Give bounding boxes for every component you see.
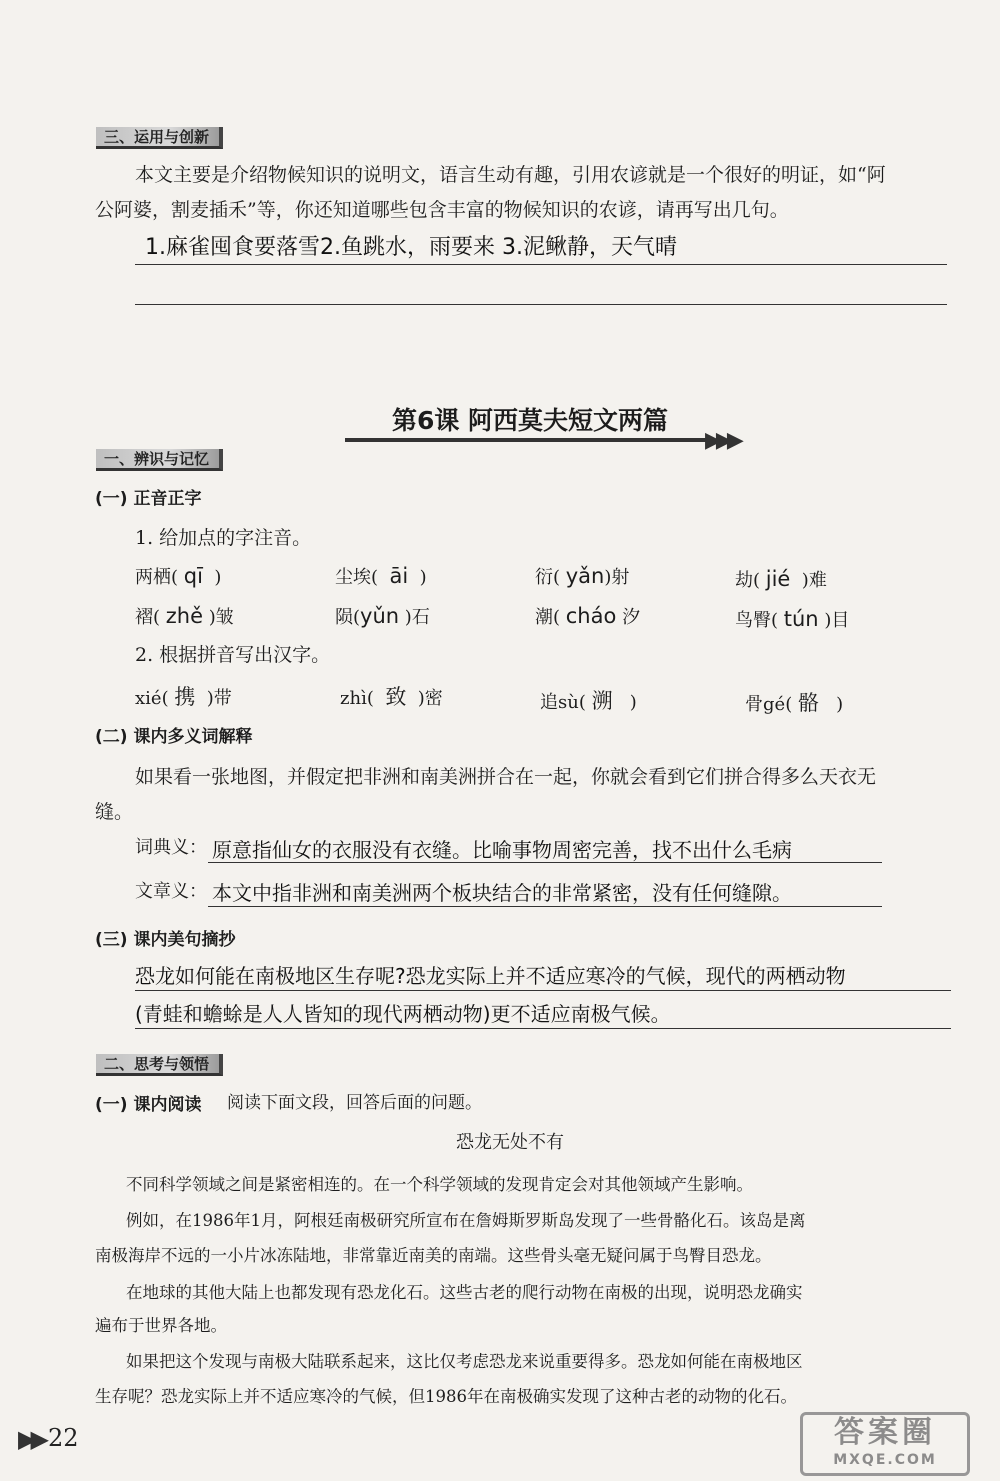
char-item-3: 追sù( 溯 ) — [540, 689, 637, 713]
subsection-polysemy: (二) 课内多义词解释 — [95, 727, 253, 747]
title-arrows-icon: ▶▶▶ — [705, 428, 738, 453]
question-1-instruction: 1. 给加点的字注音。 — [135, 527, 312, 549]
section-tag-identify-memory: 一、辨识与记忆 — [96, 449, 223, 471]
question-2-instruction: 2. 根据拼音写出汉字。 — [135, 644, 331, 666]
pinyin-item-3: 衍( yǎn)射 — [535, 564, 630, 588]
subsection-pronunciation: (一) 正音正字 — [95, 489, 202, 509]
polysemy-paragraph-line1: 如果看一张地图，并假定把非洲和南美洲拼合在一起，你就会看到它们拼合得多么天衣无 — [135, 766, 877, 788]
section3-paragraph-line1: 本文主要是介绍物候知识的说明文，语言生动有趣，引用农谚就是一个很好的明证，如“阿 — [135, 164, 886, 186]
section3-handwritten-answer: 1.麻雀囤食要落雪2.鱼跳水，雨要来 3.泥鳅静，天气晴 — [145, 235, 677, 260]
watermark-logo — [800, 1412, 970, 1476]
excerpt-answer-line1: 恐龙如何能在南极地区生存呢?恐龙实际上并不适应寒冷的气候，现代的两栖动物 — [135, 964, 846, 988]
subsection-sentence-excerpt: (三) 课内美句摘抄 — [95, 930, 236, 950]
section-tag-thinking: 二、思考与领悟 — [96, 1054, 223, 1076]
excerpt-line-1 — [135, 990, 951, 991]
pinyin-item-2: 尘埃( āi ) — [335, 564, 427, 588]
pinyin-item-5: 褶( zhě )皱 — [135, 604, 234, 628]
passage-line-5: 遍布于世界各地。 — [95, 1316, 227, 1335]
lesson-title: 第6课 阿西莫夫短文两篇 — [345, 404, 715, 442]
page-arrows-icon: ▶▶ — [18, 1425, 43, 1453]
reading-instruction: 阅读下面文段，回答后面的问题。 — [227, 1093, 482, 1113]
watermark-domain: MXQE.COM — [833, 1452, 937, 1468]
watermark-title: 答案圈 — [834, 1415, 936, 1450]
page-number: 22 — [48, 1424, 79, 1452]
text-answer-line — [208, 906, 882, 907]
pinyin-item-6: 陨(yǔn )石 — [335, 604, 430, 628]
section-tag-application: 三、运用与创新 — [96, 127, 223, 149]
passage-title: 恐龙无处不有 — [456, 1132, 564, 1153]
passage-line-4: 在地球的其他大陆上也都发现有恐龙化石。这些古老的爬行动物在南极的出现，说明恐龙确实 — [126, 1283, 803, 1302]
dictionary-answer-line — [208, 862, 882, 863]
pinyin-item-7: 潮( cháo 汐 — [535, 604, 641, 628]
passage-line-7: 生存呢？恐龙实际上并不适应寒冷的气候，但1986年在南极确实发现了这种古老的动物的化石。 — [95, 1387, 797, 1406]
text-meaning-answer: 本文中指非洲和南美洲两个板块结合的非常紧密，没有任何缝隙。 — [212, 881, 792, 905]
section3-paragraph-line2: 公阿婆，割麦插禾”等，你还知道哪些包含丰富的物候知识的农谚，请再写出几句。 — [95, 199, 789, 221]
char-item-1: xié( 携 )带 — [135, 685, 232, 709]
passage-line-2: 例如，在1986年1月，阿根廷南极研究所宣布在詹姆斯罗斯岛发现了一些骨骼化石。该岛是离 — [126, 1211, 806, 1230]
polysemy-paragraph-line2: 缝。 — [95, 801, 134, 823]
subsection-reading-label: (一) 课内阅读 — [95, 1095, 202, 1115]
dictionary-meaning-label: 词典义： — [135, 837, 207, 858]
passage-line-6: 如果把这个发现与南极大陆联系起来，这比仅考虑恐龙来说重要得多。恐龙如何能在南极地区 — [126, 1352, 803, 1371]
pinyin-item-8: 鸟臀( tún )目 — [735, 607, 850, 631]
text-meaning-label: 文章义： — [135, 881, 207, 902]
dictionary-meaning-answer: 原意指仙女的衣服没有衣缝。比喻事物周密完善，找不出什么毛病 — [212, 838, 792, 862]
char-item-4: 骨gé( 骼 ) — [745, 691, 844, 715]
excerpt-line-2 — [135, 1028, 951, 1029]
passage-line-3: 南极海岸不远的一小片冰冻陆地，非常靠近南美的南端。这些骨头毫无疑问属于鸟臀目恐龙。 — [95, 1246, 772, 1265]
excerpt-answer-line2: (青蛙和蟾蜍是人人皆知的现代两栖动物)更不适应南极气候。 — [135, 1002, 671, 1026]
char-item-2: zhì( 致 )密 — [340, 685, 443, 709]
pinyin-item-1: 两栖( qī ) — [135, 564, 222, 588]
pinyin-item-4: 劫( jié )难 — [735, 567, 827, 591]
answer-line-1 — [135, 264, 947, 265]
answer-line-2 — [135, 304, 947, 305]
passage-line-1: 不同科学领域之间是紧密相连的。在一个科学领域的发现肯定会对其他领域产生影响。 — [126, 1175, 753, 1194]
